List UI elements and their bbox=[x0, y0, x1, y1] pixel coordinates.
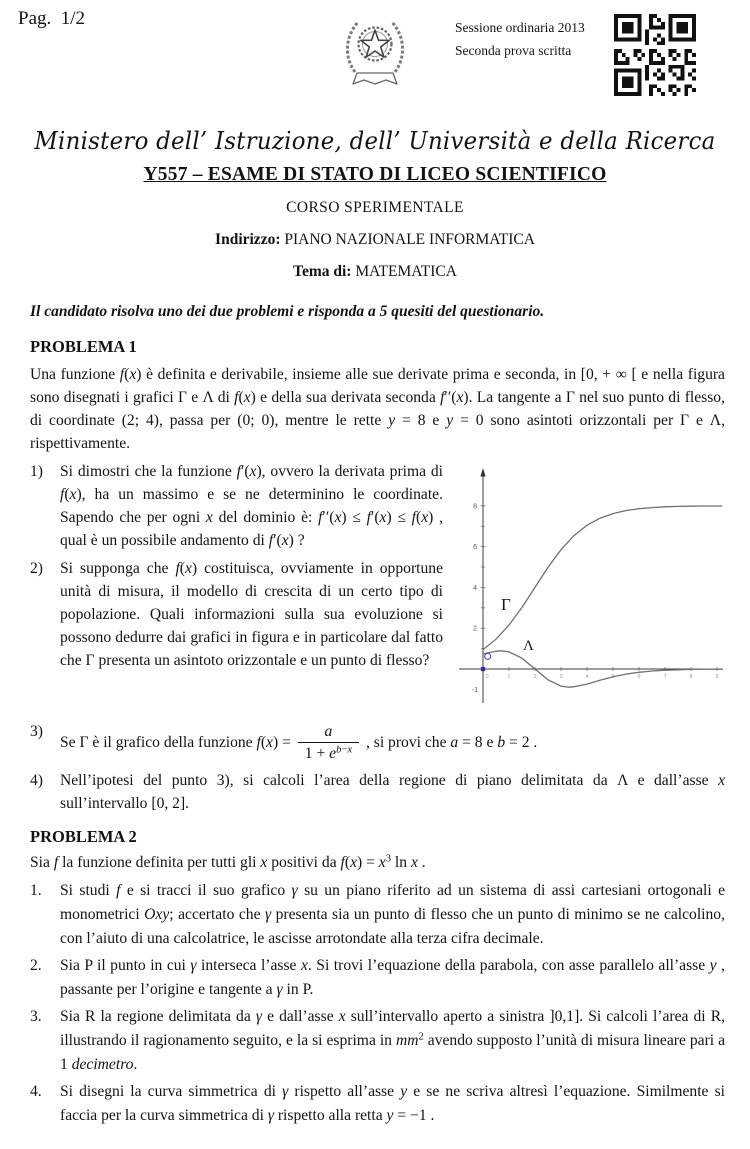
svg-text:5: 5 bbox=[611, 674, 615, 680]
svg-text:2: 2 bbox=[473, 625, 477, 633]
item-text: Si disegni la curva simmetrica di γ rispetto all’asse y e se ne scriva altresì l’equazione. Similmente si faccia per la curva simmetrica di γ rispetto alla retta y = −1 . bbox=[60, 1082, 726, 1124]
course-title: CORSO SPERIMENTALE bbox=[286, 199, 464, 216]
tema-value: MATEMATICA bbox=[351, 263, 457, 280]
svg-text:-1: -1 bbox=[471, 686, 478, 694]
svg-text:Λ: Λ bbox=[523, 638, 534, 654]
svg-text:7: 7 bbox=[663, 674, 667, 680]
indirizzo-line bbox=[0, 229, 750, 250]
svg-text:1: 1 bbox=[507, 674, 511, 680]
problema1-list bbox=[30, 460, 725, 815]
session-info bbox=[455, 16, 585, 62]
svg-text:6: 6 bbox=[637, 674, 641, 680]
svg-text:Γ: Γ bbox=[501, 595, 511, 614]
item-text: Si supponga che f(x) costituisca, ovviamente in opportune unità di misura, il modello di crescita di un certo tipo di popolazione. Quali informazioni sulla sua evoluzione si possono dedurre dai grafici in figura e in particolare dal fatto che Γ presenta un asintoto orizzontale e un punto di flesso? bbox=[60, 560, 443, 669]
svg-text:4: 4 bbox=[473, 584, 477, 592]
candidate-instruction: Il candidato risolva uno dei due problemi e risponda a 5 quesiti del questionario. bbox=[30, 303, 545, 320]
svg-text:9: 9 bbox=[715, 674, 719, 680]
svg-text:6: 6 bbox=[473, 544, 477, 552]
item-text: Se Γ è il grafico della funzione f(x) = $\frac{a}{1 + e^{b-x}}$ , si provi che a = 8 e b = 2 . bbox=[60, 723, 538, 763]
item-number: 3. bbox=[30, 1007, 42, 1025]
item-text: Sia R la regione delimitata da γ e dall’asse x sull’intervallo aperto a sinistra ]0,1]. Si calcoli l’area di R, illustrando il ragionamento seguito, e la si esprima in $mm^2$ avendo supposto l’unità di misura lineare pari a 1 decimetro. bbox=[60, 1007, 726, 1073]
item-number: 4) bbox=[30, 771, 43, 789]
ministry-title: Ministero dell’ Istruzione, dell’ Università e della Ricerca bbox=[34, 127, 716, 155]
item-text: Nell’ipotesi del punto 3), si calcoli l’area della regione di piano delimitata da Λ e dall’asse x sull’intervallo [0, 2]. bbox=[60, 771, 725, 812]
session-line-2: Seconda prova scritta bbox=[455, 43, 572, 58]
svg-text:8: 8 bbox=[473, 503, 477, 511]
session-line-1: Sessione ordinaria 2013 bbox=[455, 20, 585, 35]
p1-item-2 bbox=[30, 557, 725, 672]
problema1-intro: Una funzione f(x) è definita e derivabile, insieme alle sue derivate prima e seconda, in [0, + ∞ [ e nella figura sono disegnati i grafici Γ e Λ di f(x) e della sua derivata seconda f′′(x). La tangente a Γ nel suo punto di flesso, di coordinate (2; 4), passa per (0; 0), mentre le rette y = 8 e y = 0 sono asintoti orizzontali per Γ e Λ, rispettivamente. bbox=[30, 366, 726, 452]
svg-text:4: 4 bbox=[585, 674, 589, 680]
exam-title: Y557 – ESAME DI STATO DI LICEO SCIENTIFICO bbox=[143, 164, 607, 185]
problema2-heading: PROBLEMA 2 bbox=[30, 826, 137, 846]
item-text: Sia P il punto in cui γ interseca l’asse x. Si trovi l’equazione della parabola, con asse parallelo all’asse y , passante per l’origine e tangente a γ in P. bbox=[60, 956, 725, 998]
tema-line bbox=[0, 261, 750, 282]
item-text: Si dimostri che la funzione f′(x), ovvero la derivata prima di f(x), ha un massimo e se ne determinino le coordinate. Sapendo che per ogni x del dominio è: f′′(x) ≤ f′(x) ≤ f(x) , qual è un possibile andamento di f′(x) ? bbox=[60, 463, 443, 549]
p1-item-3 bbox=[30, 722, 725, 764]
item-text: Si studi f e si tracci il suo grafico γ su un piano riferito ad un sistema di assi cartesiani ortogonali e monometrici Oxy; accertato che γ presenta sia un punto di flesso che un punto di minimo se ne calcolino, con l’aiuto di una calcolatrice, le ascisse arrotondate alla terza cifra decimale. bbox=[60, 881, 725, 947]
p2-item-4 bbox=[30, 1080, 725, 1128]
italy-emblem-icon bbox=[338, 10, 412, 94]
page-number: Pag. 1/2 bbox=[18, 8, 86, 29]
qr-code-icon bbox=[614, 14, 696, 96]
p2-item-2 bbox=[30, 954, 725, 1002]
item-number: 2. bbox=[30, 956, 42, 974]
svg-text:0: 0 bbox=[485, 674, 489, 680]
p1-item-4 bbox=[30, 769, 725, 815]
item-number: 4. bbox=[30, 1082, 42, 1100]
tema-label: Tema di: bbox=[293, 263, 352, 280]
p2-item-3 bbox=[30, 1005, 725, 1077]
svg-text:8: 8 bbox=[689, 674, 693, 680]
svg-text:3: 3 bbox=[559, 674, 563, 680]
svg-text:2: 2 bbox=[533, 674, 537, 680]
p1-item-1 bbox=[30, 460, 725, 552]
item-number: 3) bbox=[30, 723, 43, 740]
problema2-list bbox=[30, 879, 725, 1128]
item-number: 2) bbox=[30, 560, 43, 577]
p2-item-1 bbox=[30, 879, 725, 951]
indirizzo-value: PIANO NAZIONALE INFORMATICA bbox=[280, 231, 535, 248]
item-number: 1. bbox=[30, 881, 42, 899]
problema2-intro: Sia f la funzione definita per tutti gli x positivi da $f(x) = x^3$ ln x . bbox=[30, 853, 426, 871]
item-number: 1) bbox=[30, 463, 43, 480]
indirizzo-label: Indirizzo: bbox=[215, 231, 281, 248]
problema1-heading: PROBLEMA 1 bbox=[30, 337, 137, 356]
